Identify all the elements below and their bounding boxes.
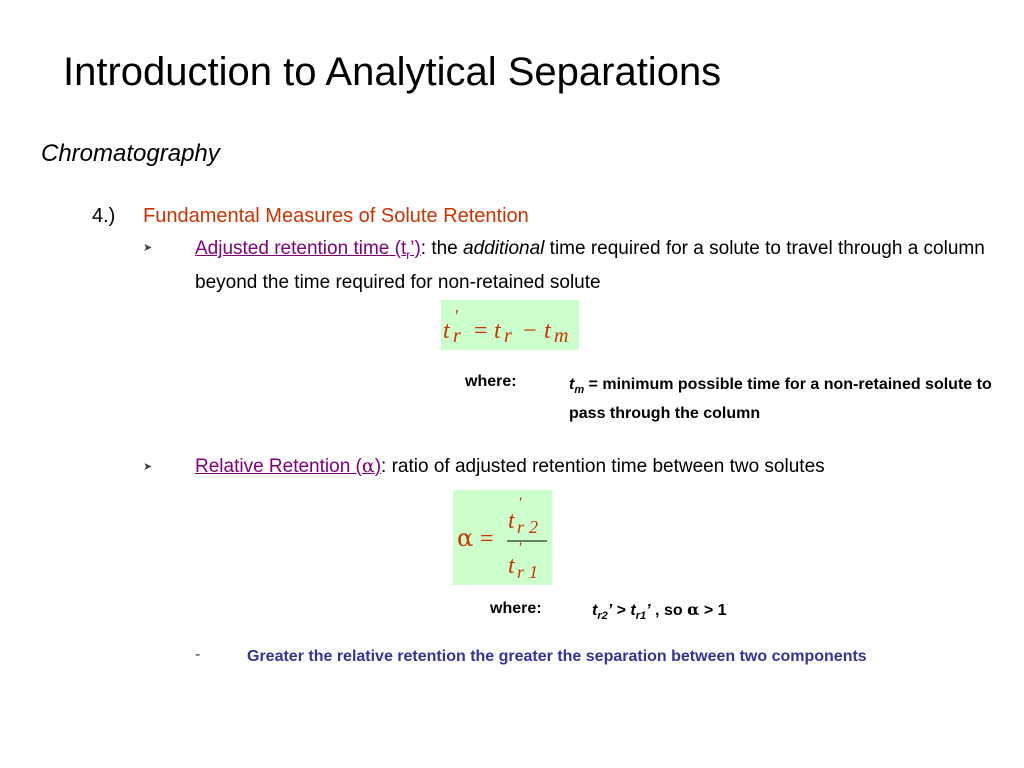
item-number: 4.) [92,205,116,227]
svg-text:2: 2 [529,517,538,537]
svg-text:′: ′ [454,306,458,326]
svg-text:1: 1 [529,562,538,582]
note-dash: - [195,646,201,663]
emphasis-additional: additional [463,238,545,259]
svg-text:t: t [443,318,450,344]
svg-text:t: t [508,553,515,579]
equation2-svg [453,490,552,585]
alpha-condition: $t_{r2}$’ > $t_{r1}$’ , so α > 1 [592,600,727,623]
relative-retention-term: Relative Retention (α) [195,455,382,477]
svg-text:t: t [508,508,515,534]
separation-note: Greater the relative retention the greater the separation between two components [247,648,867,665]
where-label-1: where: [465,373,517,390]
svg-text:′: ′ [518,540,522,557]
arrow-bullet-icon: ➤ [143,461,153,473]
svg-text:m: m [554,325,569,347]
svg-text:=: = [480,526,494,552]
bullet-adjusted-retention-time: Adjusted retention time $(t_r’)$: the additional time required for a solute to travel through a column beyond the time required for non-retained solute [195,238,985,293]
item-heading: Fundamental Measures of Solute Retention [143,205,529,227]
svg-text:−: − [523,318,537,344]
adjusted-retention-time-term: Adjusted retention time $(t_r’)$ [195,238,421,262]
svg-text:=: = [474,318,488,344]
svg-text:r: r [453,325,461,347]
relative-retention-equation [453,490,552,585]
svg-text:t: t [544,318,551,344]
where-label-2: where: [490,600,542,617]
svg-text:r: r [517,517,525,537]
svg-text:r: r [504,325,512,347]
section-subtitle: Chromatography [41,140,220,167]
bullet-relative-retention: Relative Retention (α): ratio of adjusted retention time between two solutes [195,455,825,477]
arrow-bullet-icon: ➤ [143,242,153,254]
svg-text:′: ′ [518,495,522,512]
adjusted-retention-equation [441,300,579,350]
slide-title: Introduction to Analytical Separations [63,50,722,94]
svg-text:r: r [517,562,525,582]
svg-text:t: t [494,318,501,344]
tm-definition: $t_m$ = minimum possible time for a non-retained solute to pass through the column [569,376,992,423]
svg-text:α: α [457,524,474,552]
equation1-svg [441,300,579,350]
